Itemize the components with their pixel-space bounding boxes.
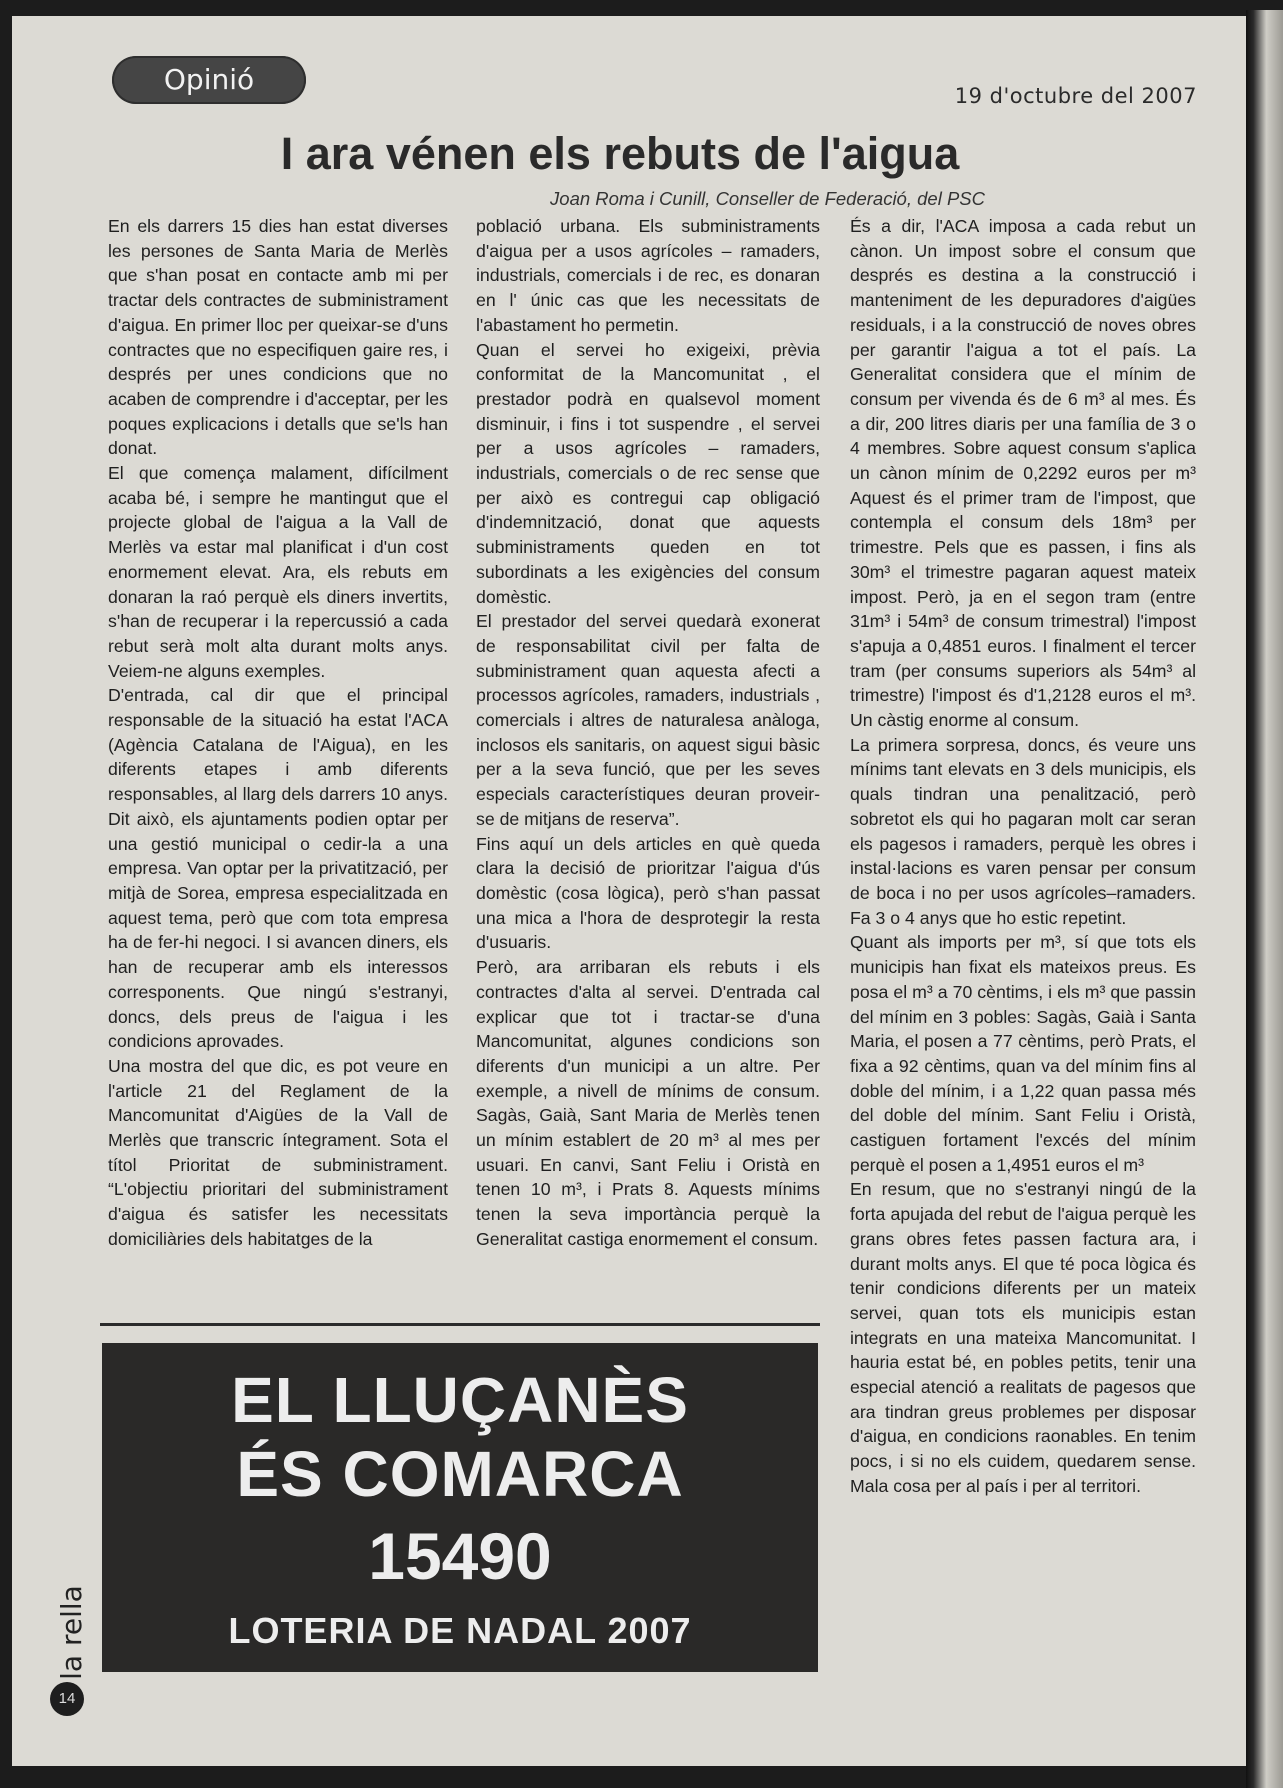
article-title: I ara vénen els rebuts de l'aigua: [280, 128, 960, 179]
paragraph: Una mostra del que dic, es pot veure en l'article 21 del Reglament de la Mancomunitat d'Aigües de la Vall de Merlès que transcric íntegrament. Sota el títol Prioritat de subministrament. “L'objectiu prioritari del subministrament d'aigua és satisfer les necessitats domiciliàries dels habitatges de la: [108, 1055, 448, 1249]
magazine-brand: [36, 1585, 88, 1680]
paragraph: Quant als imports per m³, sí que tots els municipis han fixat els mateixos preus. Es posa el m³ a 70 cèntims, i els m³ que passin del mínim en 3 pobles: Sagàs, Gaià i Santa Maria, el posen a 77 cèntims, però Prats, el fixa a 92 cèntims, quan va del mínim fins al doble del mínim, i a 1,22 quan passa més del doble del mínim. Sant Feliu i Oristà, castiguen fortament l'excés del mínim perquè el posen a 1,4951 euros el m³: [850, 932, 1196, 1175]
article-column-1: [108, 214, 448, 1252]
paragraph: En resum, que no s'estranyi ningú de la forta apujada del rebut de l'aigua perquè les grans obres fetes passen factura ara, i durant molts anys. El que té poca lògica és tenir condicions diferents per un mateix servei, quan tots els municipis estan integrats en una mateixa Mancomunitat. I hauria estat bé, en pobles petits, tenir una especial atenció a realitats de pagesos que ara tindran greus problemes per disposar d'aigua, en condicions raonables. En tenim pocs, i si no els cuidem, quedarem sense. Mala cosa per al país i per al territori.: [850, 1179, 1196, 1496]
paragraph: Però, ara arribaran els rebuts i els contractes d'alta al servei. D'entrada cal explicar que tot i tractar-se d'una Mancomunitat, algunes condicions son diferents d'un municipi a un altre. Per exemple, a nivell de mínims de consum. Sagàs, Gaià, Sant Maria de Merlès tenen un mínim establert de 20 m³ al mes per usuari. En canvi, Sant Feliu i Oristà en tenen 10 m³, i Prats 8. Aquests mínims tenen la seva importància perquè la Generalitat castiga enormement el consum.: [476, 957, 820, 1249]
paragraph: D'entrada, cal dir que el principal responsable de la situació ha estat l'ACA (Agència Catalana de l'Aigua), en les diferents etapes i amb diferents responsables, al llarg dels darrers 10 anys. Dit això, els ajuntaments podien optar per una gestió municipal o cedir-la a una empresa. Van optar per la privatització, per mitjà de Sorea, empresa especialitzada en aquest tema, però que com tota empresa ha de fer-hi negoci. I si avancen diners, els han de recuperar amb els interessos corresponents. Que ningú s'estranyi, doncs, dels preus de l'aigua i les condicions aprovades.: [108, 685, 448, 1052]
issue-date: 19 d'octubre del 2007: [954, 84, 1197, 108]
ad-line-1: EL LLUÇANÈS: [231, 1364, 689, 1436]
paragraph: Fins aquí un dels articles en què queda clara la decisió de prioritzar l'aigua d'ús domèstic (cosa lògica), però s'han passat una mica a l'hora de desprotegir la resta d'usuaris.: [476, 833, 820, 953]
ad-line-2: ÉS COMARCA: [236, 1438, 684, 1510]
paragraph: Quan el servei ho exigeixi, prèvia conformitat de la Mancomunitat , el prestador podrà en qualsevol moment disminuir, i fins i tot suspendre , el servei per a usos agrícoles – ramaders, industrials, comercials o de rec sense que per això es contregui cap obligació d'indemnització, donat que aquests subministraments queden en tot subordinats a les exigències del consum domèstic.: [476, 339, 820, 607]
paragraph: població urbana. Els subministraments d'aigua per a usos agrícoles – ramaders, industrials, comercials i de rec, es donaran en l' únic cas que les necessitats de l'abastament ho permetin.: [476, 216, 820, 335]
divider-rule: [100, 1323, 820, 1326]
page-number: 14: [50, 1682, 84, 1716]
section-label: Opinió: [112, 56, 306, 104]
paragraph: El prestador del servei quedarà exonerat de responsabilitat civil per falta de subministrament quan aquesta afecti a processos agrícoles, ramaders, industrials , comercials i altres de naturalesa anàloga, inclosos els sanitaris, on aquest sigui bàsic per a la seva funció, que per les seves especials característiques deuran proveir-se de mitjans de reserva”.: [476, 611, 820, 829]
article-byline: Joan Roma i Cunill, Conseller de Federació, del PSC: [550, 188, 985, 209]
paragraph: En els darrers 15 dies han estat diverses les persones de Santa Maria de Merlès que s'han posat en contacte amb mi per tractar dels contractes de subministrament d'aigua. En primer lloc per queixar-se d'uns contractes que no especifiquen gaire res, i després per unes condicions que no acaben de comprendre i d'acceptar, per les poques explicacions i detalls que se'ls han donat.: [108, 216, 448, 459]
ad-tagline: LOTERIA DE NADAL 2007: [228, 1610, 692, 1651]
paragraph: El que comença malament, difícilment acaba bé, i sempre he mantingut que el projecte global de l'aigua a la Vall de Merlès va estar mal planificat i d'un cost enormement elevat. Ara, els rebuts em donaran la raó perquè els diners invertits, s'han de recuperar i la repercussió a cada rebut serà molt alta durant molts anys. Veiem-ne alguns exemples.: [108, 463, 448, 681]
lottery-advertisement: [102, 1343, 818, 1672]
article-column-2: [476, 214, 820, 1252]
paragraph: La primera sorpresa, doncs, és veure uns mínims tant elevats en 3 dels municipis, els quals tindran una penalització, però sobretot els qui ho pagaran molt car seran els pagesos i ramaders, perquè les obres i instal·lacions es varen pensar per consum de boca i no per usos agrícoles–ramaders. Fa 3 o 4 anys que ho estic repetint.: [850, 734, 1196, 928]
page-spine: [1246, 10, 1283, 1788]
brand-label: la rella: [54, 1585, 88, 1680]
paragraph: És a dir, l'ACA imposa a cada rebut un cànon. Un impost sobre el consum que després es destina a la construcció i manteniment de les depuradores d'aigües residuals, i a la construcció de noves obres per garantir l'aigua a tot el país. La Generalitat considera que el mínim de consum per vivenda és de 6 m³ al mes. És a dir, 200 litres diaris per una família de 3 o 4 membres. Sobre aquest consum s'aplica un cànon mínim de 0,2292 euros per m³ Aquest és el primer tram de l'impost, que contempla el consum dels 18m³ per trimestre. Pels que es passen, i fins als 30m³ el trimestre pagaran aquest mateix impost. Però, ja en el segon tram (entre 31m³ i 54m³ de consum trimestral) l'impost s'apuja a 0,4851 euros. I finalment el tercer tram (per consums superiors als 54m³ al trimestre) l'impost és d'1,2128 euros el m³. Un càstig enorme al consum.: [850, 216, 1196, 731]
article-column-3: [850, 214, 1196, 1499]
ad-lottery-number: 15490: [368, 1519, 552, 1593]
